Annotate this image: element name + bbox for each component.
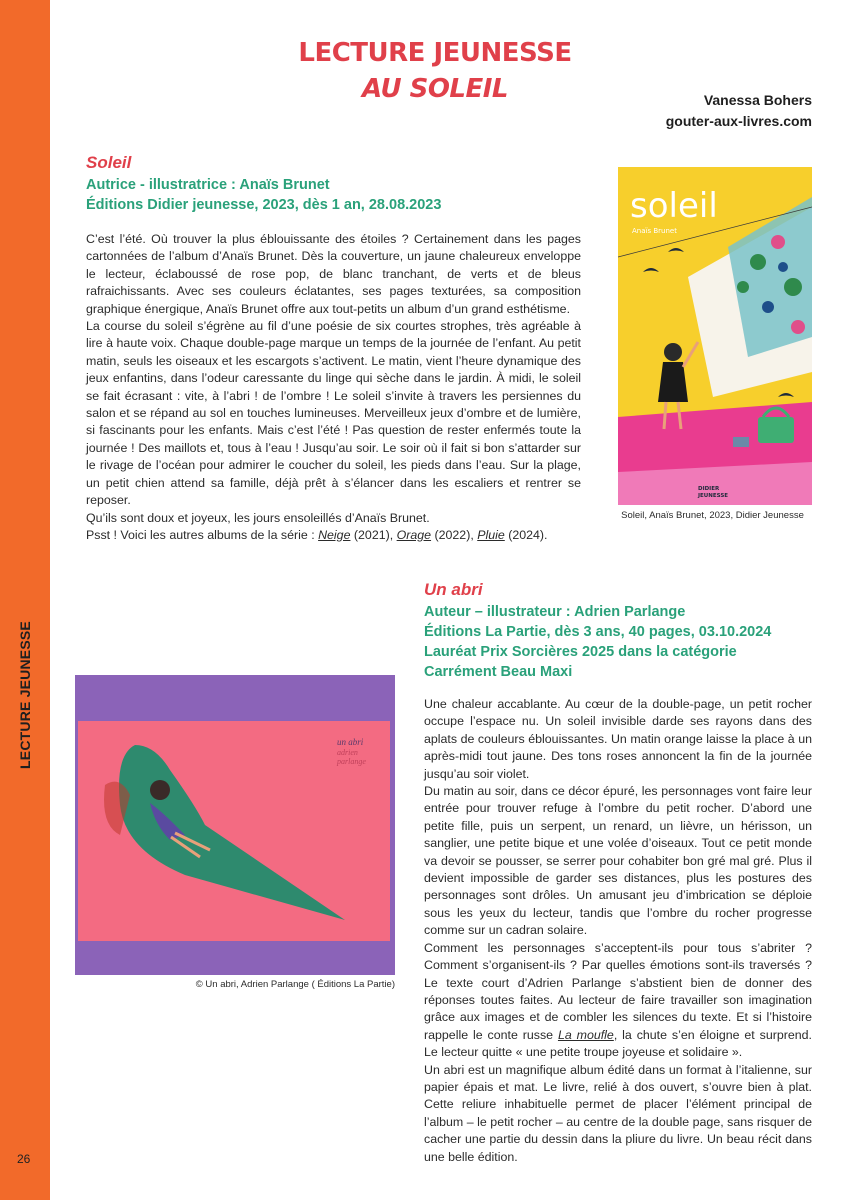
author-name: Vanessa Bohers [703,92,812,108]
paragraph: Qu’ils sont doux et joyeux, les jours ensoleillés d’Anaïs Brunet. [86,510,430,525]
cover-title: un abri [337,737,364,747]
cover-author: adrien [337,748,358,757]
psst-text: Psst ! Voici les autres albums de la série : [86,527,319,542]
cover-publisher: JEUNESSE [698,493,729,499]
review-title: Soleil [86,153,132,172]
soleil-cover-illustration [618,167,812,505]
series-year: (2021), [350,527,397,542]
paragraph: C’est l’été. Où trouver la plus éblouissante des étoiles ? Certainement dans les pages cartonnées de l’album d’Anaïs Brunet. Dès la couverture, un jaune chaleureux enveloppe le lecteur, éclaboussé de rose pop, de blanc tranchant, de verts et de bleus rafraichissants. Avec ses couleurs éclatantes, ses pages texturées, sa composition graphique énergique, Anaïs Brunet offre aux tout-petits un album d’un grand esthétisme. [86,232,581,316]
section-side-label: LECTURE JEUNESSE [17,621,33,769]
paragraph: Un abri est un magnifique album édité dans un format à l’italienne, sur papier épais et mat. Le livre, relié à dos ouvert, s’ouvre bien à plat. Cette reliure inhabituelle permet de placer l’élément principal de l’album – le petit rocher – au centre de la double page, sans risquer de cacher une partie du dessin dans la pliure du livre. Un beau récit dans une belle édition. [424,1062,812,1164]
review-meta-line: Éditions La Partie, dès 3 ans, 40 pages, 03.10.2024 [424,624,772,640]
un-abri-cover-illustration [75,675,395,975]
page-title [270,35,600,107]
image-caption: © Un abri, Adrien Parlange ( Éditions La Partie) [195,979,395,990]
review-meta-line: Autrice - illustratrice : Anaïs Brunet [86,177,330,193]
soleil-cover-image [618,167,812,505]
review-meta [424,602,812,682]
paragraph-text: Comment les personnages s’acceptent-ils pour tous s’abriter ? Comment s’organisent-ils ? Par quelles émotions sont-ils traversés ? Le texte court d’Adrien Parlange s’abstient bien de donner des réponses toutes faites. Au lecteur de faire travailler son imagination grâce aux images et de combler les silences du texte. Et si l’histoire rappelle le conte russe [424,940,812,1042]
page-number: 26 [17,1152,31,1166]
paragraph: Du matin au soir, dans ce décor épuré, les personnages vont faire leur entrée pour trouver refuge à l’ombre du petit rocher. D’abord une petite fille, puis un serpent, un renard, un lièvre, un hérisson, un sanglier, une petite bique et une volée d’oiseaux. Tout ce petit monde va devoir se pousser, se serrer pour cohabiter bon gré mal gré. Plus il devient impossible de garder ses distances, plus les postures des personnages sont drôles. Un amusant jeu d’imbrication se déploie sous les yeux du lecteur, tandis que l’ombre du rocher progresse comme sur un cadran solaire. [424,784,812,938]
paragraph [424,940,812,1062]
cover-author: Anaïs Brunet [632,227,677,235]
un-abri-cover-image [75,675,395,975]
review-un-abri [424,580,812,1166]
review-body [86,231,581,544]
review-meta-line: Auteur – illustrateur : Adrien Parlange [424,604,686,620]
series-year: (2022), [431,527,478,542]
series-link-orage[interactable]: Orage [396,527,432,542]
page-title-line1: LECTURE JEUNESSE [298,38,572,68]
side-label-container [0,0,50,1200]
review-soleil [86,153,581,544]
series-year: (2024). [504,527,548,542]
series-link-pluie[interactable]: Pluie [477,527,505,542]
la-moufle-link[interactable]: La moufle [557,1027,614,1042]
review-meta-line: Éditions Didier jeunesse, 2023, dès 1 an, 28.08.2023 [86,197,442,213]
paragraph [86,527,581,544]
review-body [424,696,812,1166]
paragraph: Une chaleur accablante. Au cœur de la double-page, un petit rocher occupe l’espace nu. Un soleil invisible darde ses rayons dans des aplats de couleurs éblouissantes. Un matin orange laisse la place à un après-midi tout jaune. Des tons roses annoncent la fin de la journée jusqu’au soir violet. [424,697,812,781]
page-title-line2: AU SOLEIL [361,74,508,104]
cover-author: parlange [337,757,366,766]
review-title: Un abri [424,580,483,599]
review-meta-line: Lauréat Prix Sorcières 2025 dans la catégorie Carrément Beau Maxi [424,644,737,680]
author-site[interactable]: gouter-aux-livres.com [665,113,812,129]
cover-publisher: DIDIER [698,486,720,492]
paragraph-text: , la chute s’en éloigne et surprend. Le lecteur quitte « une petite troupe joyeuse et solidaire ». [424,1027,812,1060]
review-meta [86,175,581,215]
cover-title: soleil [630,186,718,226]
image-caption: Soleil, Anaïs Brunet, 2023, Didier Jeunesse [621,510,804,521]
series-link-neige[interactable]: Neige [318,527,351,542]
paragraph: La course du soleil s’égrène au fil d’une poésie de six courtes strophes, très agréable à lire à haute voix. Chaque double-page marque un temps de la journée de l’enfant. Au petit matin, seuls les oiseaux et les escargots s’activent. Le matin, vient l’heure dynamique des jeux enfantins, dans l’odeur caressante du linge qui sèche dans le jardin. À midi, le soleil se fait écrasant : vite, à l’abri ! de l’ombre ! Le soleil s’invite à travers les persiennes du salon et se répand au sol en touches lumineuses. Merveilleux jeux d’ombre et de lumière, si fascinants pour les enfants. Mais c’est l’été ! Pas question de rester enfermés toute la journée ! Des maillots et, tous à l’eau ! Jusqu’au soir. Le soir où il fait si bon s’attarder sur le rivage de l’océan pour admirer le coucher du soleil, les pieds dans l’eau. Sur la plage, un petit chien attend sa famille, déjà prêt à s’élancer dans les escaliers et rentrer se reposer. [86,319,581,508]
author-block [666,90,812,132]
